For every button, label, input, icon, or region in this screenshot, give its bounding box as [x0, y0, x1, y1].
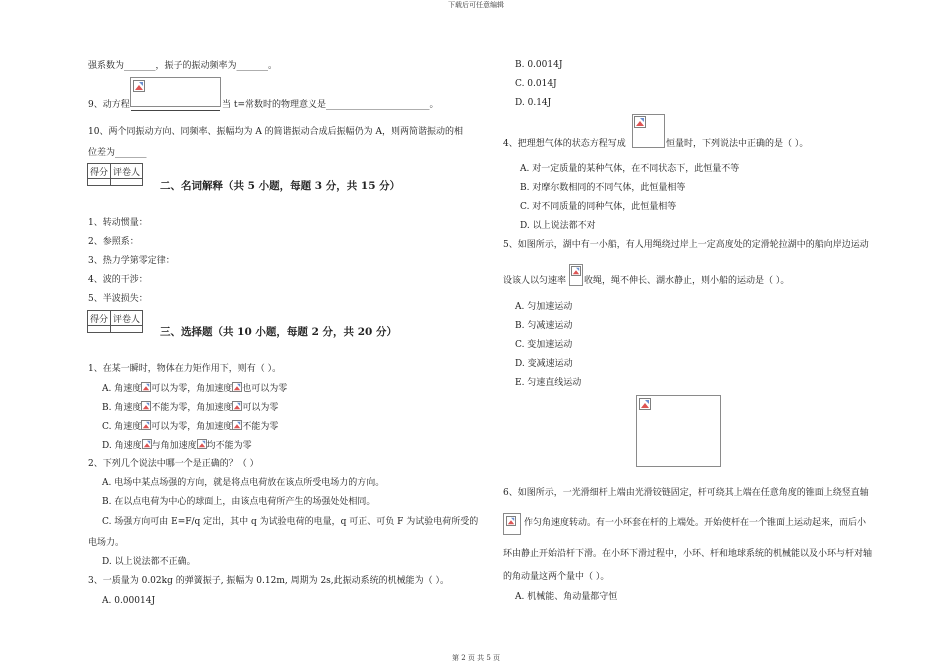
q4-prefix: 4、把理想气体的状态方程写成	[503, 139, 626, 149]
term-1: 1、转动惯量：	[88, 218, 148, 228]
q1-option-d: D. 角速度 与角加速度 均不能为零	[102, 441, 252, 451]
header-note: 下载后可任意编辑	[448, 1, 504, 9]
term-2: 2、参照系：	[88, 237, 139, 247]
q1-option-c: C. 角速度 可以为零，角加速度 不能为零	[102, 422, 279, 432]
q5-option-e: E. 匀速直线运动	[515, 378, 582, 388]
q10-line-1: 10、两个同振动方向、同频率、振幅均为 A 的简谐振动合成后振幅仍为 A，则两简谐振动的相	[88, 127, 464, 137]
section-3-title: 三、选择题（共 10 小题，每题 2 分，共 20 分）	[160, 326, 397, 338]
section-2-title: 二、名词解释（共 5 小题，每题 3 分，共 15 分）	[160, 180, 401, 192]
q2-stem: 2、下列几个说法中哪一个是正确的？（ ）	[88, 459, 259, 469]
q5-option-a: A. 匀加速运动	[515, 302, 573, 312]
omega-icon	[141, 382, 151, 392]
q4-suffix: 恒量时，下列说法中正确的是（ ）。	[666, 139, 809, 149]
omega-icon	[141, 401, 151, 411]
q3-stem: 3、一质量为 0.02kg 的弹簧振子, 振幅为 0.12m, 周期为 2s,此振动系统的机械能为（ ）。	[88, 576, 450, 586]
broken-image-icon	[506, 516, 516, 526]
q1-option-b: B. 角速度 不能为零，角加速度 可以为零	[102, 403, 279, 413]
q2-option-d: D. 以上说法都不正确。	[102, 557, 196, 567]
q4-option-d: D. 以上说法都不对	[520, 221, 596, 231]
q3-option-a: A. 0.00014J	[102, 596, 156, 606]
q6-line-3: 环由静止开始沿杆下滑。在小环下滑过程中，小环、杆和地球系统的机械能以及小环与杆对轴	[503, 549, 873, 559]
q5-figure-image	[636, 395, 721, 467]
term-5: 5、半波损失：	[88, 294, 148, 304]
q5-line-2-suffix: 收绳，绳不伸长、湖水静止，则小船的运动是（ ）。	[584, 276, 790, 286]
alpha-icon	[232, 401, 242, 411]
q3-option-d: D. 0.14J	[515, 98, 552, 108]
term-4: 4、波的干涉：	[88, 275, 148, 285]
alpha-icon	[232, 382, 242, 392]
q6-line-4: 的角动量这两个量中（ ）。	[503, 572, 610, 582]
broken-image-icon	[634, 116, 646, 128]
q3-option-c: C. 0.014J	[515, 79, 557, 89]
term-3: 3、热力学第零定律：	[88, 256, 175, 266]
q2-option-b: B. 在以点电荷为中心的球面上，由该点电荷所产生的场强处处相同。	[102, 497, 376, 507]
score-cell	[88, 326, 111, 333]
stiffness-line: 强系数为_______，振子的振动频率为_______。	[88, 61, 278, 71]
score-cell	[88, 179, 111, 186]
q6-option-a: A. 机械能、角动量都守恒	[515, 592, 618, 602]
q4-option-a: A. 对一定质量的某种气体，在不同状态下，此恒量不等	[520, 164, 740, 174]
q6-line-1: 6、如图所示，一光滑细杆上端由光滑铰链固定，杆可绕其上端在任意角度的锥面上绕竖直轴	[503, 488, 869, 498]
grader-cell	[111, 326, 143, 333]
q2-option-c-cont: 电场力。	[88, 538, 125, 548]
q2-option-c: C. 场强方向可由 E=F/q 定出，其中 q 为试验电荷的电量，q 可正、可负 F 为试验电荷所受的	[102, 517, 479, 527]
q6-line-2: 作匀角速度转动。有一小环套在杆的上端处。开始使杆在一个锥面上运动起来，而后小	[524, 518, 867, 528]
broken-image-icon	[639, 398, 651, 410]
grader-cell	[111, 179, 143, 186]
q5-option-d: D. 变减速运动	[515, 359, 573, 369]
omega-icon	[141, 420, 151, 430]
q4-option-b: B. 对摩尔数相同的不同气体，此恒量相等	[520, 183, 686, 193]
broken-image-icon	[571, 266, 581, 276]
score-box-1	[87, 163, 143, 186]
q5-line-1: 5、如图所示，湖中有一小船，有人用绳绕过岸上一定高度处的定滑轮拉湖中的船向岸边运动	[503, 240, 869, 250]
score-label: 得分	[88, 311, 111, 326]
q2-option-a: A. 电场中某点场强的方向，就是将点电荷放在该点所受电场力的方向。	[102, 478, 385, 488]
q5-option-c: C. 变加速运动	[515, 340, 573, 350]
q5-option-b: B. 匀减速运动	[515, 321, 573, 331]
q3-option-b: B. 0.0014J	[515, 60, 563, 70]
q1-stem: 1、在某一瞬时，物体在力矩作用下，则有（ ）。	[88, 364, 282, 374]
omega-icon	[142, 439, 152, 449]
alpha-icon	[197, 439, 207, 449]
alpha-icon	[232, 420, 242, 430]
q1-option-a: A. 角速度 可以为零，角加速度 也可以为零	[102, 384, 288, 394]
grader-label: 评卷人	[111, 164, 143, 179]
q4-option-c: C. 对不同质量的同种气体，此恒量相等	[520, 202, 677, 212]
q4-equation-image	[632, 114, 665, 148]
broken-image-icon	[133, 80, 145, 92]
grader-label: 评卷人	[111, 311, 143, 326]
q9-equation-image	[130, 77, 221, 107]
q10-line-2: 位差为_______	[88, 148, 147, 158]
q9-underline	[131, 110, 220, 111]
score-label: 得分	[88, 164, 111, 179]
q9-suffix: 当 t=常数时的物理意义是_______________________。	[222, 100, 439, 110]
q6-omega-image	[503, 513, 521, 535]
q9-prefix: 9、动方程	[88, 100, 130, 110]
q5-line-2-prefix: 设该人以匀速率	[503, 276, 567, 286]
score-box-2	[87, 310, 143, 333]
q5-speed-symbol-image	[569, 264, 583, 286]
page-number: 第 2 页 共 5 页	[452, 654, 501, 662]
